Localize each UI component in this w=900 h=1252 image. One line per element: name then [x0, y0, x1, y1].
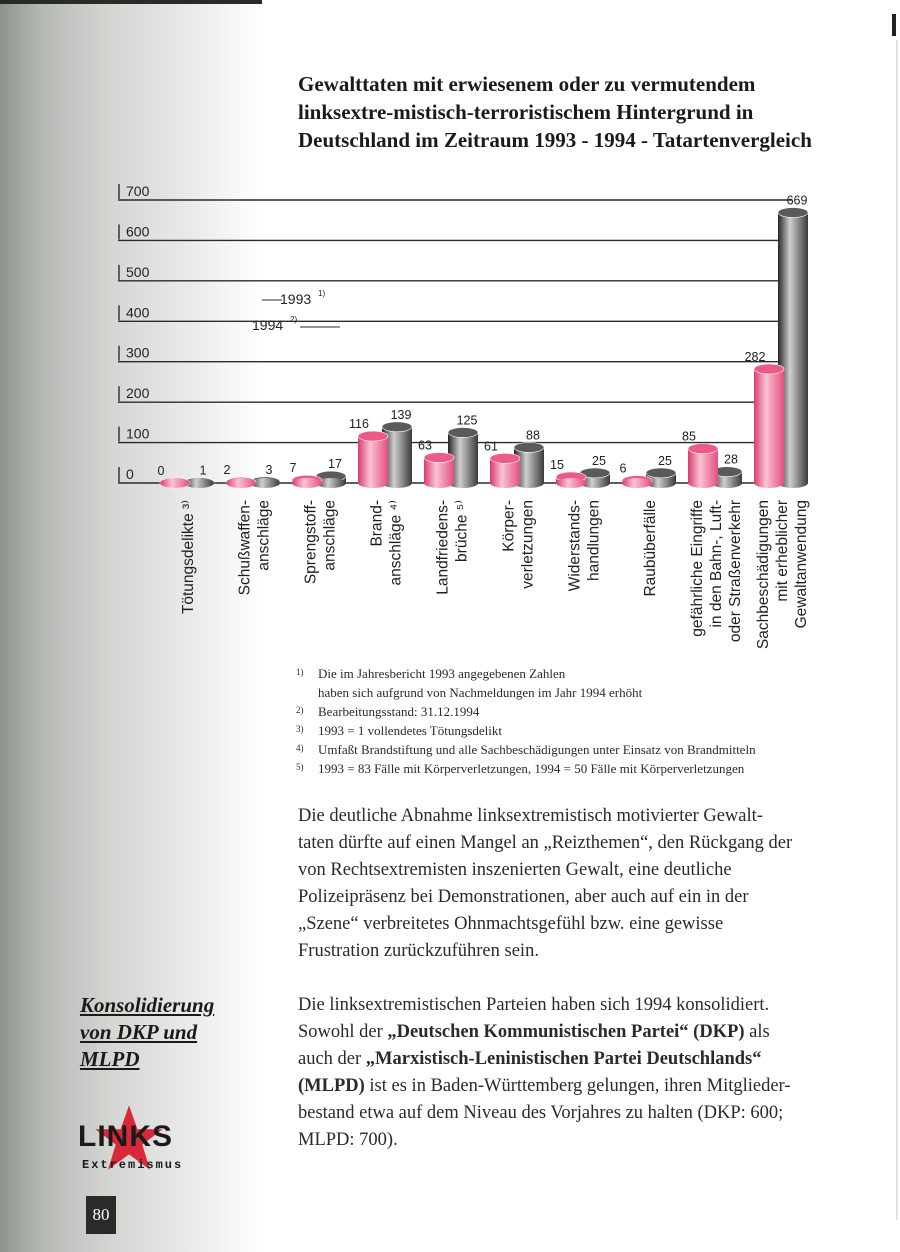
logo-subtitle: Extremismus	[82, 1158, 184, 1172]
category-group	[418, 413, 478, 594]
category-label: Landfriedens-	[434, 500, 452, 595]
footnote-4	[296, 740, 856, 759]
category-group	[550, 454, 610, 591]
footnote-3	[296, 721, 856, 740]
data-label: 25	[658, 453, 672, 468]
bar-base	[754, 478, 784, 488]
y-tick-label: 400	[126, 304, 150, 321]
category-label: anschläge ⁴⁾	[387, 500, 405, 586]
category-group	[158, 464, 214, 614]
data-label: 3	[265, 462, 273, 477]
bar-cap	[424, 453, 454, 463]
category-group	[224, 463, 280, 596]
bar-cap	[382, 422, 412, 432]
category-label: verletzungen	[519, 500, 537, 589]
bar-cap	[646, 468, 676, 478]
footnote-marker: 3)	[296, 724, 304, 734]
category-group	[682, 430, 744, 643]
bar-base	[424, 478, 454, 488]
bar-base	[226, 478, 256, 488]
data-label: 669	[786, 193, 808, 208]
data-label: 15	[550, 457, 564, 472]
bar-cap	[490, 453, 520, 463]
paragraph-text: als auch der	[298, 1022, 770, 1069]
footnote-text: Umfaßt Brandstiftung und alle Sachbeschädigungen unter Einsatz von Brandmitteln	[318, 742, 756, 757]
paragraph-text: Die linksextremistischen Parteien haben sich 1994 konsolidiert. Sowohl der	[298, 995, 770, 1042]
sidebar-heading-line: MLPD	[80, 1047, 140, 1071]
category-label: oder Straßenverkehr	[727, 500, 744, 643]
bar-cap	[688, 444, 718, 454]
data-label: 17	[328, 457, 342, 472]
logo-word: LINKS	[78, 1120, 173, 1153]
bar-1993	[358, 436, 388, 483]
footnote-text: Die im Jahresbericht 1993 angegebenen Zahlen	[318, 666, 566, 681]
sidebar-heading	[80, 992, 250, 1073]
body-paragraph-1: Die deutliche Abnahme linksextremistisch motivierter Gewalt-taten dürfte auf einen Mangel an „Reizthemen“, den Rückgang der von Rechtsextremisten inszenierten Gewalt, eine deutliche Polizeipräsenz bei Demonstrationen, aber auch auf ein in der „Szene“ verbreitetes Ohnmachtsgefühl bzw. eine gewisse Frustration zurückzuführen sein.	[298, 806, 793, 961]
body-paragraph-2	[298, 992, 798, 1154]
data-label: 28	[724, 452, 738, 467]
data-label: 0	[157, 464, 165, 478]
data-label: 6	[619, 461, 627, 476]
footnote-text: Bearbeitungsstand: 31.12.1994	[318, 704, 480, 719]
category-label: gefährliche Eingriffe	[689, 500, 706, 637]
bar-base	[490, 478, 520, 488]
category-group	[620, 454, 676, 597]
data-label: 2	[223, 463, 231, 478]
y-tick-label: 200	[126, 385, 150, 402]
bar-cap	[778, 208, 808, 218]
y-tick-label: 500	[126, 263, 150, 280]
data-label: 25	[592, 453, 606, 468]
party-name-dkp: „Deutschen Kommunistischen Partei“ (DKP)	[387, 1022, 745, 1042]
bar-base	[292, 478, 322, 488]
bar-base	[688, 478, 718, 488]
category-label: Schußwaffen-	[236, 500, 254, 596]
category-group	[484, 428, 544, 588]
footnote-marker: 1)	[296, 667, 304, 677]
bar-cap	[448, 427, 478, 437]
footnote-marker: 4)	[296, 743, 304, 753]
data-label: 88	[526, 428, 540, 443]
data-label: 61	[484, 439, 498, 454]
category-label: anschläge	[255, 500, 273, 571]
bar-base	[556, 478, 586, 488]
data-label: 139	[390, 407, 412, 422]
category-label: Raubüberfälle	[642, 500, 659, 597]
bar-base	[622, 478, 652, 488]
sidebar-heading-line: von DKP und	[80, 1020, 198, 1044]
bar-cap	[358, 431, 388, 441]
category-label: Brand-	[368, 500, 386, 547]
category-group	[349, 408, 412, 586]
data-label: 85	[682, 429, 696, 444]
y-tick-label: 0	[126, 466, 134, 482]
footnote-marker: 5)	[296, 762, 304, 772]
top-rule	[0, 0, 262, 4]
paragraph-text: ist es in Baden-Württemberg gelungen, ihren Mitglieder-bestand etwa auf dem Niveau des Vorjahres zu halten (DKP: 600; MLPD: 700).	[298, 1076, 791, 1150]
footnote-1	[296, 664, 856, 702]
bar-base	[160, 478, 190, 488]
data-label: 282	[744, 349, 766, 364]
footnote-2	[296, 702, 856, 721]
data-label: 116	[349, 417, 369, 432]
data-label: 7	[289, 461, 297, 476]
category-label: anschläge	[321, 500, 339, 571]
category-label: mit erheblicher	[774, 500, 791, 602]
sidebar-heading-line: Konsolidierung	[80, 993, 215, 1017]
footnote-5	[296, 759, 856, 778]
category-label: Widerstands-	[566, 500, 584, 592]
y-tick-label: 600	[126, 223, 150, 240]
legend-1994: 1994	[252, 317, 284, 333]
legend-marker: 1)	[318, 289, 326, 298]
links-extremismus-logo	[72, 1104, 202, 1180]
corner-mark	[892, 14, 896, 36]
data-label: 125	[456, 413, 478, 428]
category-label: handlungen	[585, 500, 603, 582]
y-tick-label: 300	[126, 344, 150, 361]
bar-cap	[754, 364, 784, 374]
category-group	[290, 457, 346, 584]
chart-title: Gewalttaten mit erwiesenem oder zu vermutendem linksextre-mistisch-terroristischem Hintergrund in Deutschland im Zeitraum 1993 - 1994 - Tatartenvergleich	[298, 72, 812, 152]
party-name-mlpd: „Marxistisch-Leninistischen Partei Deutschlands“ (MLPD)	[298, 1049, 762, 1096]
legend-marker: 2)	[290, 315, 298, 324]
y-tick-label: 100	[126, 425, 150, 442]
y-tick-label: 700	[126, 183, 150, 199]
page-number: 80	[86, 1196, 116, 1234]
footnote-text: 1993 = 1 vollendetes Tötungsdelikt	[318, 723, 503, 738]
bar-cap	[514, 442, 544, 452]
footnote-text: 1993 = 83 Fälle mit Körperverletzungen, 1994 = 50 Fälle mit Körperverletzungen	[318, 761, 745, 776]
footnote-marker: 2)	[296, 705, 304, 715]
bar-chart	[0, 170, 900, 670]
data-label: 1	[199, 463, 207, 478]
category-label: brüche ⁵⁾	[453, 500, 471, 562]
category-label: Tötungsdelikte ³⁾	[180, 500, 197, 615]
legend-1993: 1993	[280, 291, 312, 307]
category-label: Sachbeschädigungen	[755, 500, 772, 650]
bar-base	[358, 478, 388, 488]
footnotes	[296, 664, 856, 778]
category-label: Gewaltanwendung	[793, 500, 810, 629]
category-label: Sprengstoff-	[302, 500, 320, 585]
bar-1993	[754, 369, 784, 483]
category-group	[745, 194, 810, 650]
category-label: in den Bahn-, Luft-	[708, 500, 725, 628]
data-label: 63	[418, 438, 432, 453]
category-label: Körper-	[500, 500, 518, 552]
footnote-text-continued: haben sich aufgrund von Nachmeldungen im Jahr 1994 erhöht	[318, 685, 643, 700]
